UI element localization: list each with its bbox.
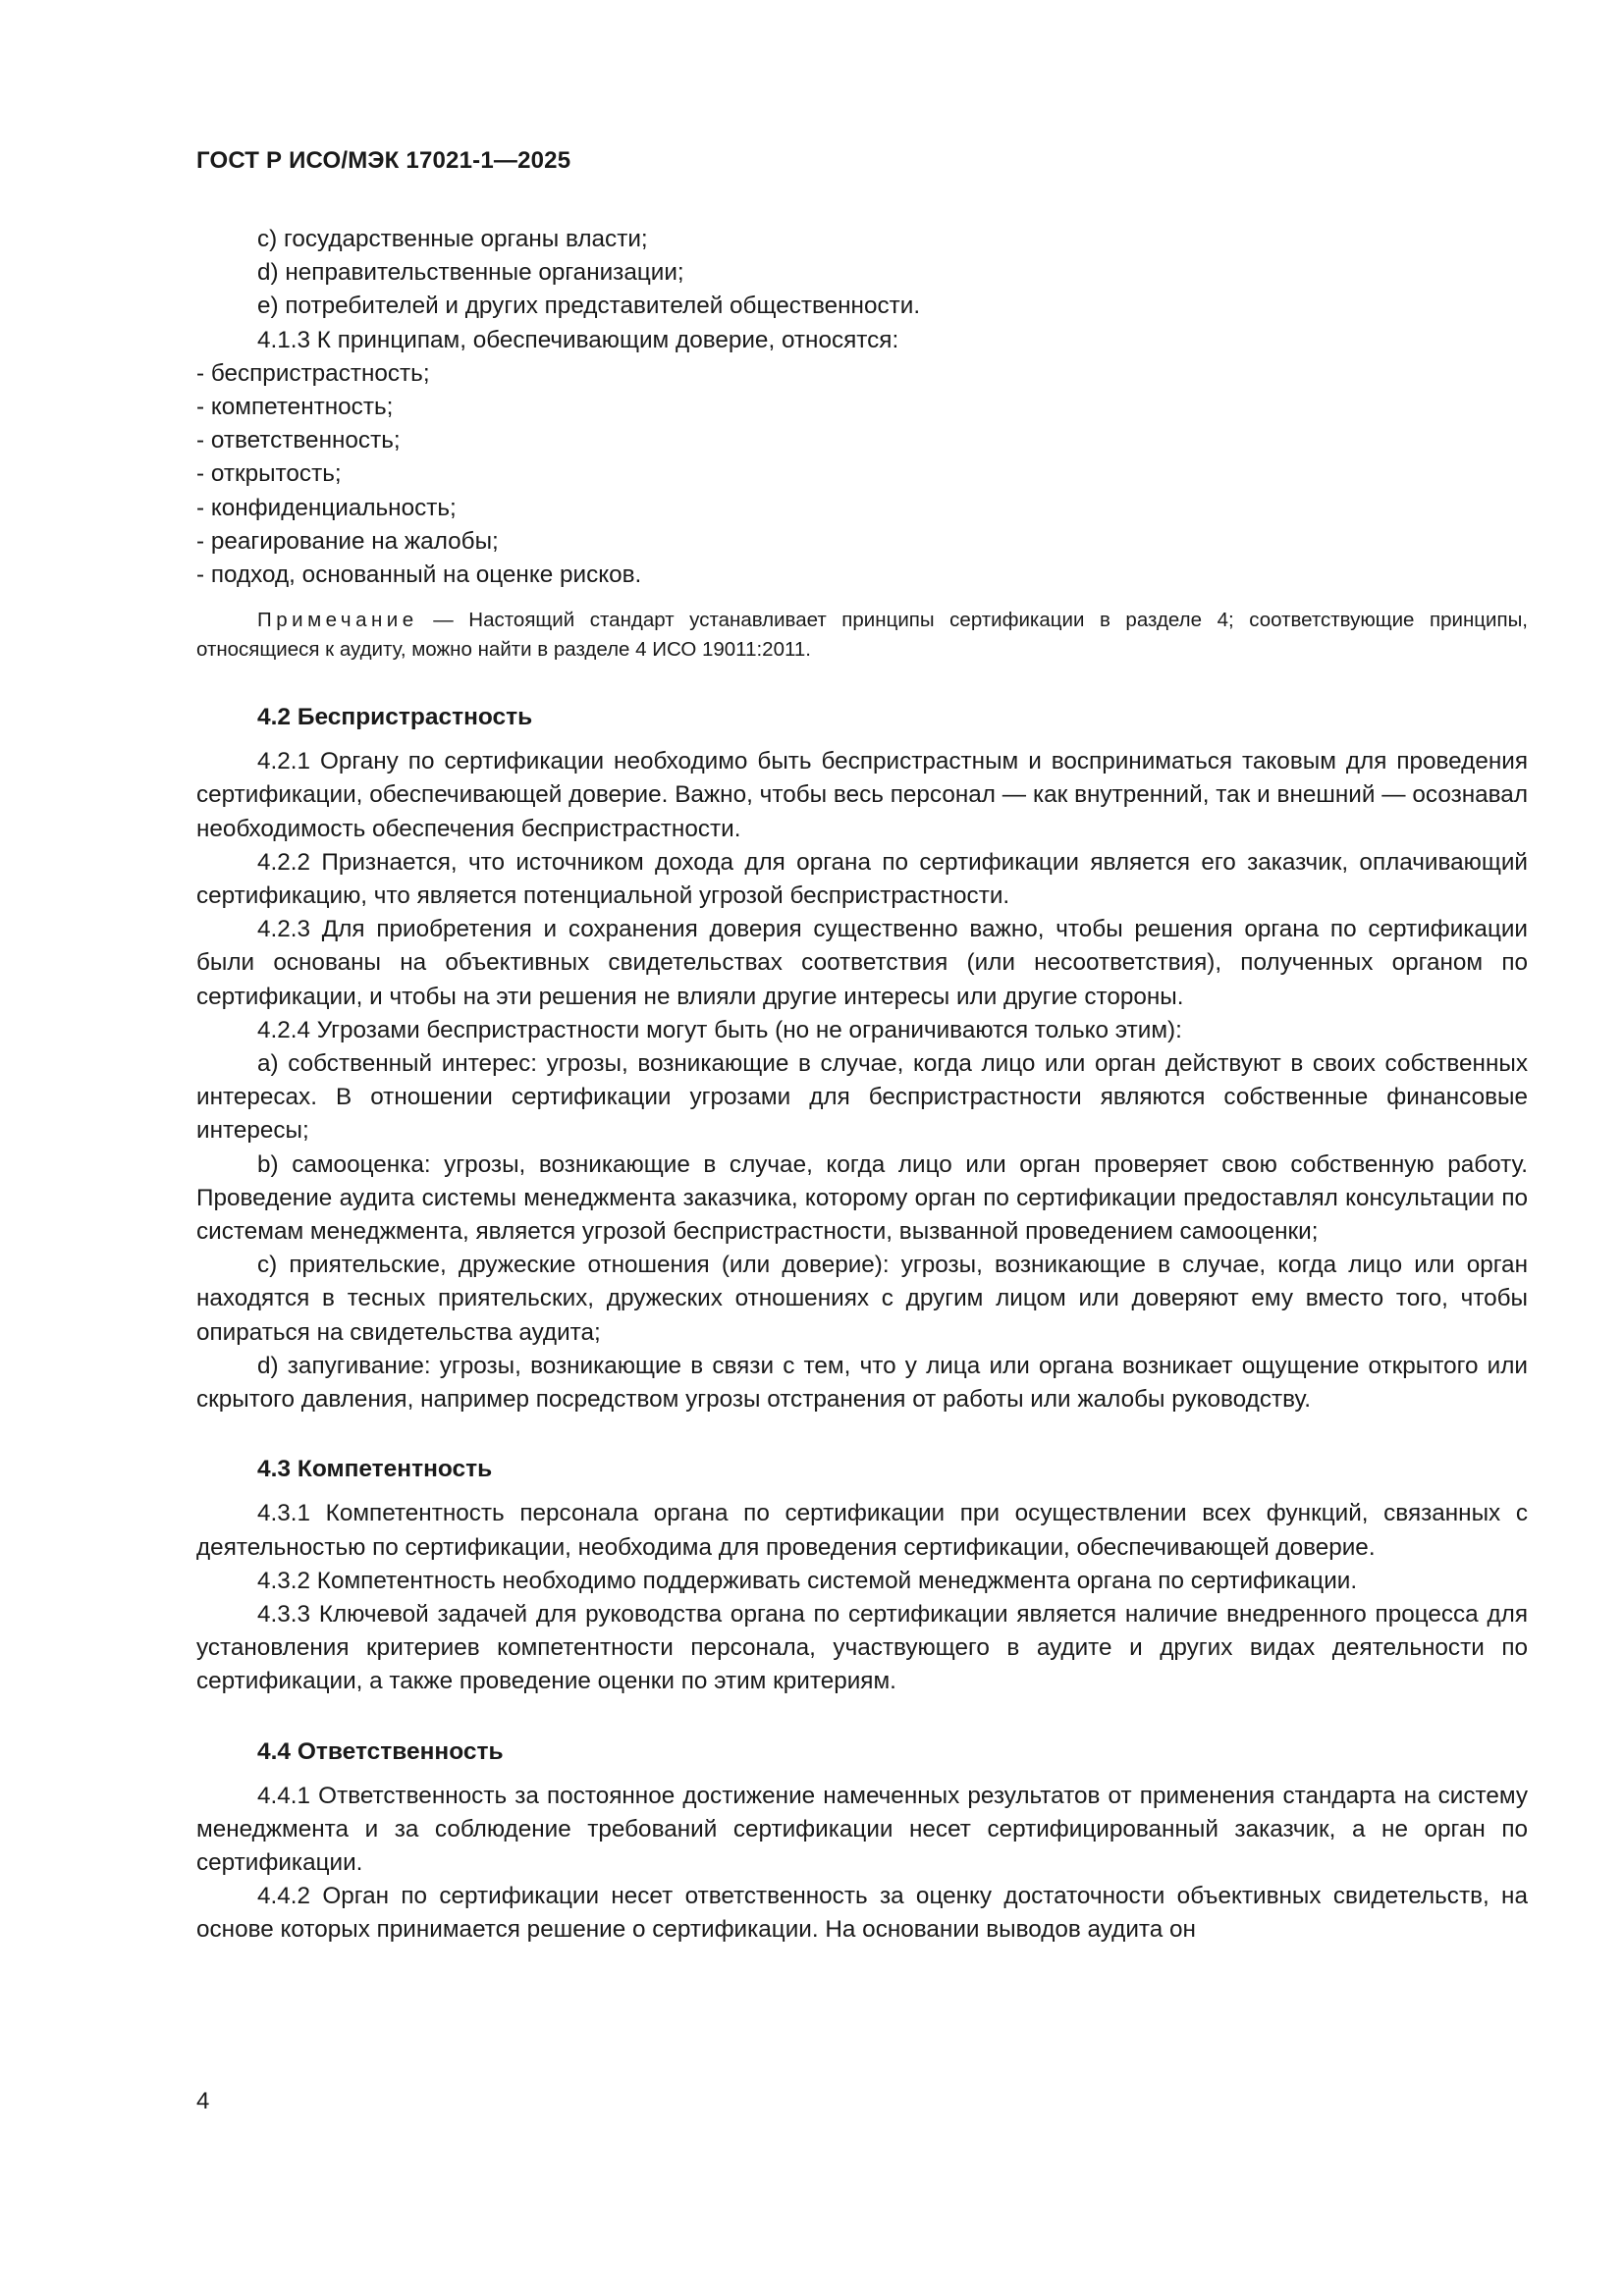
paragraph: 4.3.3 Ключевой задачей для руководства органа по сертификации является наличие внедренного процесса для установления критериев компетентности персонала, участвующего в аудите и других видах деятельности по сертификации, а также проведение оценки по этим критериям. <box>196 1600 1528 1695</box>
paragraph: a) собственный интерес: угрозы, возникающие в случае, когда лицо или орган действуют в своих собственных интересах. В отношении сертификации угрозами для беспристрастности являются собственные финансовые интересы; <box>196 1050 1528 1145</box>
paragraph: 4.4.1 Ответственность за постоянное достижение намеченных результатов от применения стандарта на систему менеджмента и за соблюдение требований сертификации несет сертифицированный заказчик, а не орган по сертификации. <box>196 1782 1528 1876</box>
paragraph: 4.2.4 Угрозами беспристрастности могут быть (но не ограничиваются только этим): <box>257 1016 1182 1043</box>
section-heading-4-3: 4.3 Компетентность <box>257 1456 493 1483</box>
principle-item: - беспристрастность; <box>196 359 430 387</box>
clause-4-1-3: 4.1.3 К принципам, обеспечивающим доверие, относятся: <box>257 326 899 353</box>
note <box>196 606 1528 665</box>
document-header-title: ГОСТ Р ИСО/МЭК 17021-1—2025 <box>196 147 571 174</box>
paragraph: c) приятельские, дружеские отношения (или доверие): угрозы, возникающие в случае, когда лицо или орган находятся в тесных приятельских, дружеских отношениях с другим лицом или доверяют ему вместо того, чтобы опираться на свидетельства аудита; <box>196 1252 1528 1346</box>
principle-item: - открытость; <box>196 460 342 488</box>
list-item: c) государственные органы власти; <box>257 226 648 252</box>
paragraph: d) запугивание: угрозы, возникающие в связи с тем, что у лица или органа возникает ощущение открытого или скрытого давления, например посредством угрозы отстранения от работы или жалобы руководству. <box>196 1352 1528 1414</box>
principle-item: - компетентность; <box>196 394 394 421</box>
paragraph: 4.3.2 Компетентность необходимо поддерживать системой менеджмента органа по сертификации. <box>257 1567 1358 1594</box>
principle-item: - подход, основанный на оценке рисков. <box>196 561 642 589</box>
page-number: 4 <box>196 2088 210 2114</box>
paragraph: 4.2.3 Для приобретения и сохранения доверия существенно важно, чтобы решения органа по сертификации были основаны на объективных свидетельствах соответствия (или несоответствия), полученных органом по сертификации, и чтобы на эти решения не влияли другие интересы или другие стороны. <box>196 916 1528 1010</box>
principle-item: - реагирование на жалобы; <box>196 527 499 555</box>
paragraph: b) самооценка: угрозы, возникающие в случае, когда лицо или орган проверяет свою собственную работу. Проведение аудита системы менеджмента заказчика, которому орган по сертификации предоставлял консультации по системам менеджмента, является угрозой беспристрастности, вызванной проведением самооценки; <box>196 1150 1528 1246</box>
section-heading-4-2: 4.2 Беспристрастность <box>257 704 533 731</box>
principle-item: - конфиденциальность; <box>196 494 457 521</box>
document-page <box>196 0 1528 2296</box>
paragraph: 4.4.2 Орган по сертификации несет ответственность за оценку достаточности объективных свидетельств, на основе которых принимается решение о сертификации. На основании выводов аудита он <box>196 1883 1528 1944</box>
paragraph: 4.2.1 Органу по сертификации необходимо быть беспристрастным и восприниматься таковым для проведения сертификации, обеспечивающей доверие. Важно, чтобы весь персонал — как внутренний, так и внешний — осознавал необходимость обеспечения беспристрастности. <box>196 748 1528 842</box>
paragraph: 4.3.1 Компетентность персонала органа по сертификации при осуществлении всех функций, связанных с деятельностью по сертификации, необходима для проведения сертификации, обеспечивающей доверие. <box>196 1500 1528 1561</box>
paragraph: 4.2.2 Признается, что источником дохода для органа по сертификации является его заказчик, оплачивающий сертификацию, что является потенциальной угрозой беспристрастности. <box>196 848 1528 910</box>
document-body <box>196 223 1528 1948</box>
note-text: — Настоящий стандарт устанавливает принципы сертификации в разделе 4; соответствующие принципы, относящиеся к аудиту, можно найти в разделе 4 ИСО 19011:2011. <box>196 609 1528 662</box>
principle-item: - ответственность; <box>196 427 401 454</box>
note-label: Примечание <box>257 609 418 632</box>
list-item: e) потребителей и других представителей общественности. <box>257 293 921 320</box>
section-heading-4-4: 4.4 Ответственность <box>257 1737 504 1765</box>
list-item: d) неправительственные организации; <box>257 259 684 287</box>
